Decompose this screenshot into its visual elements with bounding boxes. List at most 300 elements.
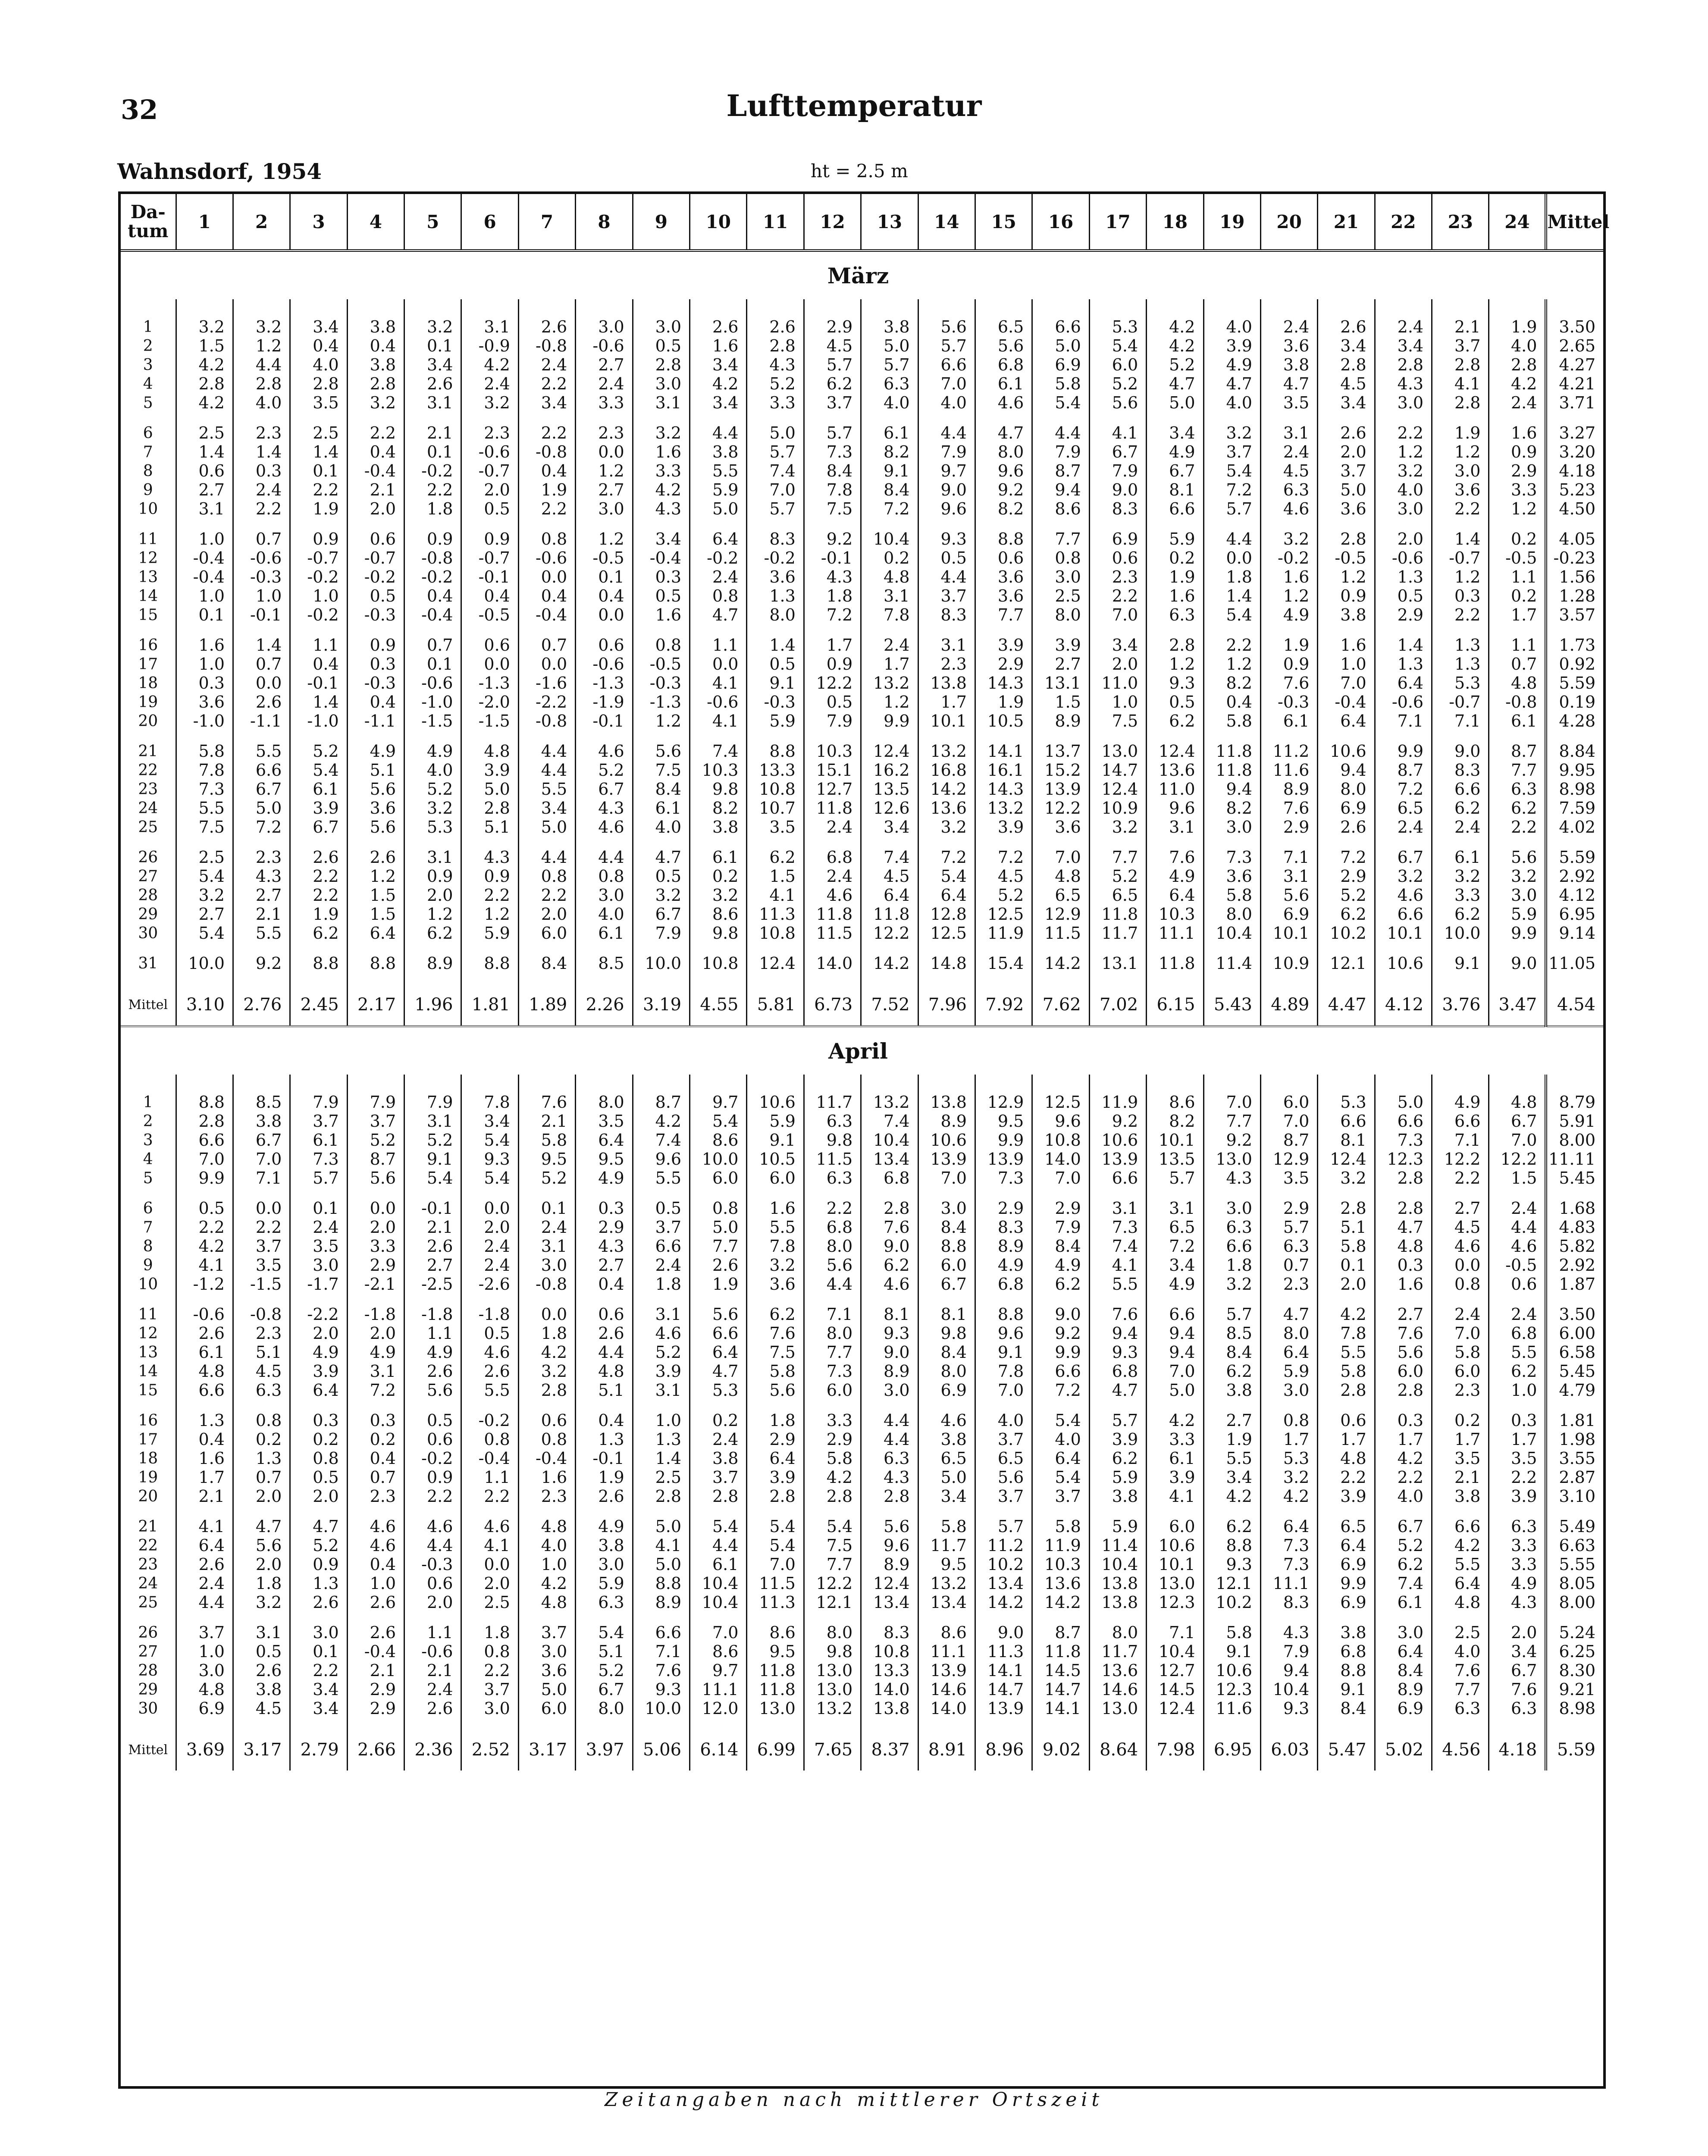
value-cell: 2.7 (176, 480, 233, 499)
spacer-cell (1375, 518, 1432, 530)
value-cell: 2.7 (576, 480, 633, 499)
value-cell: 8.4 (861, 480, 918, 499)
value-cell: 4.8 (1432, 1593, 1489, 1612)
value-cell: 2.2 (1375, 1468, 1432, 1487)
mean-cell: 5.23 (1546, 480, 1603, 499)
value-cell: -0.4 (404, 605, 461, 624)
value-cell: 5.6 (233, 1536, 290, 1555)
value-cell: 0.0 (1432, 1256, 1489, 1275)
value-cell: 3.2 (690, 886, 747, 905)
table-row (121, 1680, 1603, 1699)
value-cell: 2.8 (1375, 355, 1432, 374)
hour-header: 23 (1432, 194, 1489, 251)
spacer-cell (1489, 730, 1546, 742)
spacer-cell (1032, 943, 1089, 954)
spacer-cell (1032, 1400, 1089, 1411)
spacer-row (121, 973, 1603, 984)
value-cell: 7.7 (975, 605, 1032, 624)
mean-cell: 6.25 (1546, 1642, 1603, 1661)
spacer-cell (1489, 1400, 1546, 1411)
value-cell: 10.3 (804, 742, 861, 761)
value-cell: 2.6 (176, 1555, 233, 1574)
value-cell: 14.6 (1089, 1680, 1146, 1699)
spacer-cell (1089, 1294, 1146, 1305)
spacer-cell (861, 1612, 918, 1623)
value-cell: 1.6 (1489, 423, 1546, 442)
value-cell: 7.3 (804, 1362, 861, 1381)
value-cell: 2.4 (1260, 317, 1317, 336)
value-cell: 0.6 (576, 1305, 633, 1324)
value-cell: 11.5 (1032, 924, 1089, 943)
value-cell: -0.7 (347, 548, 404, 567)
value-cell: 11.2 (975, 1536, 1032, 1555)
value-cell: 7.9 (633, 924, 689, 943)
value-cell: 3.5 (1260, 393, 1317, 412)
spacer-cell (1489, 1294, 1546, 1305)
spacer-cell (1318, 1075, 1375, 1093)
spacer-cell (918, 1718, 975, 1729)
value-cell: 1.3 (1432, 636, 1489, 655)
value-cell: 3.7 (633, 1218, 689, 1237)
spacer-cell (518, 837, 575, 848)
value-cell: 5.2 (1318, 886, 1375, 905)
value-cell: 2.1 (176, 1487, 233, 1506)
spacer-cell (518, 943, 575, 954)
spacer-cell (975, 299, 1032, 317)
value-cell: 6.9 (1318, 1593, 1375, 1612)
value-cell: -0.4 (347, 1642, 404, 1661)
value-cell: 3.2 (233, 317, 290, 336)
value-cell: 2.1 (233, 905, 290, 924)
spacer-cell (1147, 1294, 1203, 1305)
spacer-cell (347, 1718, 404, 1729)
spacer-row (121, 943, 1603, 954)
value-cell: 3.1 (176, 499, 233, 518)
value-cell: 9.2 (1032, 1324, 1089, 1343)
value-cell: 5.8 (1203, 711, 1260, 730)
value-cell: 4.1 (176, 1256, 233, 1275)
value-cell: 3.5 (290, 1237, 347, 1256)
value-cell: 2.8 (1375, 1199, 1432, 1218)
spacer-cell (121, 624, 176, 636)
value-cell: 6.1 (290, 780, 347, 799)
spacer-cell (690, 1612, 747, 1623)
value-cell: 4.7 (1089, 1381, 1146, 1400)
mean-value-cell: 3.10 (176, 984, 233, 1026)
value-cell: 6.4 (1375, 1642, 1432, 1661)
value-cell: -1.0 (176, 711, 233, 730)
value-cell: 8.8 (290, 954, 347, 973)
value-cell: 2.8 (1375, 1169, 1432, 1188)
value-cell: 2.2 (1089, 586, 1146, 605)
value-cell: 3.6 (518, 1661, 575, 1680)
value-cell: 0.5 (633, 336, 689, 355)
value-cell: 1.0 (347, 1574, 404, 1593)
spacer-cell (1089, 412, 1146, 423)
spacer-cell (576, 837, 633, 848)
mean-cell: 9.21 (1546, 1680, 1603, 1699)
value-cell: 4.0 (576, 905, 633, 924)
value-cell: 14.2 (861, 954, 918, 973)
value-cell: 8.7 (347, 1150, 404, 1169)
value-cell: 1.9 (518, 480, 575, 499)
spacer-cell (747, 837, 804, 848)
value-cell: 6.2 (747, 848, 804, 867)
value-cell: 2.2 (290, 867, 347, 886)
value-cell: 6.0 (1375, 1362, 1432, 1381)
value-cell: 8.2 (1203, 674, 1260, 693)
spacer-cell (633, 730, 689, 742)
value-cell: 11.8 (1032, 1642, 1089, 1661)
spacer-cell (1260, 943, 1317, 954)
value-cell: 11.8 (1203, 742, 1260, 761)
table-row (121, 1517, 1603, 1536)
spacer-cell (1489, 943, 1546, 954)
value-cell: -0.2 (290, 567, 347, 586)
hour-header: 2 (233, 194, 290, 251)
value-cell: 11.7 (1089, 1642, 1146, 1661)
hour-header: 10 (690, 194, 747, 251)
value-cell: 3.7 (918, 586, 975, 605)
value-cell: 6.2 (747, 1305, 804, 1324)
value-cell: 7.6 (1147, 848, 1203, 867)
day-cell: 24 (138, 1574, 158, 1592)
value-cell: 3.4 (918, 1487, 975, 1506)
table-row (121, 711, 1603, 730)
value-cell: 3.5 (747, 818, 804, 837)
value-cell: 9.0 (975, 1623, 1032, 1642)
value-cell: 0.5 (290, 1468, 347, 1487)
value-cell: 4.8 (1032, 867, 1089, 886)
value-cell: 7.0 (1032, 848, 1089, 867)
value-cell: 2.2 (1432, 605, 1489, 624)
table-row (121, 393, 1603, 412)
mean-cell: 4.27 (1546, 355, 1603, 374)
value-cell: 6.7 (633, 905, 689, 924)
value-cell: 1.2 (1318, 567, 1375, 586)
mean-value-cell: 4.54 (1546, 984, 1603, 1026)
spacer-cell (1203, 943, 1260, 954)
value-cell: 4.8 (1489, 674, 1546, 693)
value-cell: 16.1 (975, 761, 1032, 780)
value-cell: 3.7 (1203, 442, 1260, 461)
value-cell: 3.8 (1318, 605, 1375, 624)
value-cell: 7.2 (918, 848, 975, 867)
value-cell: 0.9 (290, 1555, 347, 1574)
value-cell: 2.4 (576, 374, 633, 393)
value-cell: 11.5 (804, 924, 861, 943)
value-cell: 4.7 (1375, 1218, 1432, 1237)
value-cell: 2.9 (1260, 818, 1317, 837)
value-cell: 2.4 (404, 1680, 461, 1699)
value-cell: 13.0 (804, 1680, 861, 1699)
value-cell: 8.7 (1489, 742, 1546, 761)
value-cell: 9.6 (1147, 799, 1203, 818)
value-cell: 10.4 (1147, 1642, 1203, 1661)
value-cell: -2.5 (404, 1275, 461, 1294)
value-cell: 0.5 (633, 586, 689, 605)
value-cell: 5.4 (1032, 393, 1089, 412)
table-row (121, 848, 1603, 867)
value-cell: 5.7 (290, 1169, 347, 1188)
mean-value-cell: 2.17 (347, 984, 404, 1026)
value-cell: 11.5 (747, 1574, 804, 1593)
value-cell: -1.3 (461, 674, 518, 693)
value-cell: 7.4 (690, 742, 747, 761)
value-cell: 9.6 (633, 1150, 689, 1169)
value-cell: 9.3 (633, 1680, 689, 1699)
spacer-cell (1318, 412, 1375, 423)
spacer-cell (1032, 1188, 1089, 1199)
spacer-cell (121, 1612, 176, 1623)
value-cell: -1.1 (347, 711, 404, 730)
mean-cell: 4.50 (1546, 499, 1603, 518)
value-cell: 3.3 (1432, 886, 1489, 905)
hour-header: 9 (633, 194, 689, 251)
value-cell: 2.8 (633, 355, 689, 374)
value-cell: 4.3 (1489, 1593, 1546, 1612)
hour-header: 11 (747, 194, 804, 251)
value-cell: -0.1 (461, 567, 518, 586)
mean-value-cell: 3.17 (233, 1729, 290, 1771)
spacer-cell (975, 837, 1032, 848)
value-cell: -0.2 (461, 1411, 518, 1430)
spacer-cell (233, 1294, 290, 1305)
value-cell: 4.6 (461, 1343, 518, 1362)
spacer-cell (347, 1075, 404, 1093)
value-cell: 3.1 (633, 393, 689, 412)
value-cell: 8.4 (804, 461, 861, 480)
value-cell: 5.7 (1147, 1169, 1203, 1188)
spacer-cell (290, 624, 347, 636)
mean-value-cell: 8.91 (918, 1729, 975, 1771)
value-cell: 11.4 (1089, 1536, 1146, 1555)
value-cell: 14.7 (1032, 1680, 1089, 1699)
mean-cell: 1.56 (1546, 567, 1603, 586)
spacer-cell (633, 1075, 689, 1093)
value-cell: 2.7 (1203, 1411, 1260, 1430)
value-cell: 9.1 (1432, 954, 1489, 973)
value-cell: 6.6 (1147, 499, 1203, 518)
value-cell: 3.6 (747, 1275, 804, 1294)
value-cell: 5.3 (404, 818, 461, 837)
value-cell: 5.6 (747, 1381, 804, 1400)
spacer-cell (1318, 943, 1375, 954)
mean-cell: 11.05 (1546, 954, 1603, 973)
value-cell: 3.9 (747, 1468, 804, 1487)
value-cell: 9.7 (690, 1093, 747, 1112)
value-cell: 10.8 (861, 1642, 918, 1661)
value-cell: 6.1 (1147, 1449, 1203, 1468)
value-cell: 4.9 (576, 1169, 633, 1188)
hour-header: 22 (1375, 194, 1432, 251)
day-cell: 31 (138, 954, 158, 972)
value-cell: 7.3 (804, 442, 861, 461)
value-cell: 9.0 (1089, 480, 1146, 499)
spacer-cell (690, 412, 747, 423)
value-cell: 3.4 (633, 530, 689, 548)
value-cell: 9.8 (690, 924, 747, 943)
value-cell: 11.8 (804, 799, 861, 818)
value-cell: 13.9 (918, 1150, 975, 1169)
value-cell: 6.2 (1147, 711, 1203, 730)
value-cell: -0.4 (176, 567, 233, 586)
day-cell: 1 (143, 1093, 153, 1111)
value-cell: 4.2 (1489, 374, 1546, 393)
value-cell: 1.9 (690, 1275, 747, 1294)
value-cell: 10.0 (1432, 924, 1489, 943)
value-cell: 4.2 (1375, 1449, 1432, 1468)
value-cell: 8.3 (861, 1623, 918, 1642)
mean-value-cell: 1.96 (404, 984, 461, 1026)
value-cell: 0.0 (233, 674, 290, 693)
value-cell: 13.9 (975, 1150, 1032, 1169)
mean-cell: 6.95 (1546, 905, 1603, 924)
spacer-cell (176, 1506, 233, 1517)
mean-value-cell: 5.81 (747, 984, 804, 1026)
spacer-cell (347, 837, 404, 848)
spacer-cell (233, 1718, 290, 1729)
value-cell: 6.1 (176, 1343, 233, 1362)
value-cell: 13.6 (1089, 1661, 1146, 1680)
value-cell: 11.9 (1032, 1536, 1089, 1555)
value-cell: 2.9 (1032, 1199, 1089, 1218)
value-cell: 9.0 (1489, 954, 1546, 973)
value-cell: 1.5 (1489, 1169, 1546, 1188)
value-cell: 10.1 (918, 711, 975, 730)
value-cell: 8.0 (804, 1324, 861, 1343)
value-cell: 9.3 (1147, 674, 1203, 693)
table-row (121, 905, 1603, 924)
value-cell: 0.5 (461, 499, 518, 518)
value-cell: 6.0 (518, 924, 575, 943)
spacer-cell (404, 837, 461, 848)
table-row (121, 1131, 1603, 1150)
mean-header: Mittel (1546, 194, 1603, 251)
mean-cell: 1.68 (1546, 1199, 1603, 1218)
value-cell: 2.2 (518, 423, 575, 442)
value-cell: 2.9 (576, 1218, 633, 1237)
value-cell: -1.8 (347, 1305, 404, 1324)
value-cell: 10.1 (1147, 1131, 1203, 1150)
value-cell: 2.7 (404, 1256, 461, 1275)
value-cell: 9.5 (918, 1555, 975, 1574)
value-cell: 3.7 (176, 1623, 233, 1642)
spacer-cell (747, 973, 804, 984)
spacer-row (121, 518, 1603, 530)
value-cell: 3.3 (347, 1237, 404, 1256)
mean-cell: 3.71 (1546, 393, 1603, 412)
value-cell: 2.4 (1432, 818, 1489, 837)
value-cell: 0.0 (233, 1199, 290, 1218)
value-cell: 0.5 (804, 693, 861, 711)
value-cell: 0.2 (233, 1430, 290, 1449)
value-cell: 3.9 (1032, 636, 1089, 655)
value-cell: 5.6 (918, 317, 975, 336)
value-cell: 10.8 (690, 954, 747, 973)
value-cell: 0.3 (176, 674, 233, 693)
spacer-cell (1375, 1718, 1432, 1729)
mean-value-cell: 5.06 (633, 1729, 689, 1771)
value-cell: 2.4 (518, 1218, 575, 1237)
value-cell: 2.5 (461, 1593, 518, 1612)
value-cell: 14.5 (1032, 1661, 1089, 1680)
table-row (121, 1411, 1603, 1430)
spacer-cell (121, 412, 176, 423)
value-cell: 1.8 (518, 1324, 575, 1343)
spacer-cell (690, 730, 747, 742)
value-cell: 3.2 (1203, 1275, 1260, 1294)
spacer-cell (1089, 518, 1146, 530)
value-cell: 0.9 (347, 636, 404, 655)
spacer-cell (1260, 518, 1317, 530)
mean-cell: 5.24 (1546, 1623, 1603, 1642)
spacer-cell (1375, 943, 1432, 954)
value-cell: 4.8 (176, 1362, 233, 1381)
day-cell: 9 (143, 481, 153, 499)
spacer-cell (861, 1188, 918, 1199)
value-cell: 8.4 (1375, 1661, 1432, 1680)
value-cell: 7.7 (1489, 761, 1546, 780)
value-cell: 2.6 (233, 1661, 290, 1680)
table-row (121, 1487, 1603, 1506)
value-cell: 8.2 (690, 799, 747, 818)
value-cell: 13.9 (918, 1661, 975, 1680)
value-cell: 4.8 (461, 742, 518, 761)
value-cell: -0.3 (347, 605, 404, 624)
value-cell: 6.7 (233, 1131, 290, 1150)
spacer-cell (861, 518, 918, 530)
value-cell: 6.1 (690, 1555, 747, 1574)
value-cell: 2.8 (1147, 636, 1203, 655)
value-cell: 3.0 (576, 1555, 633, 1574)
value-cell: 9.2 (1089, 1112, 1146, 1131)
spacer-cell (633, 1294, 689, 1305)
value-cell: 12.2 (861, 924, 918, 943)
spacer-cell (1260, 837, 1317, 848)
value-cell: 13.2 (975, 799, 1032, 818)
mean-value-cell: 8.96 (975, 1729, 1032, 1771)
value-cell: 9.6 (975, 461, 1032, 480)
value-cell: 5.9 (747, 1112, 804, 1131)
value-cell: 2.2 (518, 374, 575, 393)
spacer-cell (690, 973, 747, 984)
value-cell: 0.0 (576, 442, 633, 461)
value-cell: -0.6 (1375, 548, 1432, 567)
value-cell: 0.7 (347, 1468, 404, 1487)
value-cell: 2.1 (404, 1661, 461, 1680)
value-cell: 0.1 (518, 1199, 575, 1218)
value-cell: 5.8 (518, 1131, 575, 1150)
value-cell: 1.3 (233, 1449, 290, 1468)
table-row (121, 1093, 1603, 1112)
value-cell: 13.6 (918, 799, 975, 818)
value-cell: 1.5 (1032, 693, 1089, 711)
value-cell: 6.4 (1375, 674, 1432, 693)
spacer-cell (233, 943, 290, 954)
mean-value-cell: 7.92 (975, 984, 1032, 1026)
mean-cell: 4.05 (1546, 530, 1603, 548)
value-cell: 4.5 (975, 867, 1032, 886)
value-cell: 14.0 (918, 1699, 975, 1718)
spacer-cell (347, 1400, 404, 1411)
value-cell: 0.4 (290, 336, 347, 355)
value-cell: 3.1 (1147, 1199, 1203, 1218)
spacer-cell (633, 1506, 689, 1517)
spacer-cell (347, 299, 404, 317)
spacer-cell (1432, 973, 1489, 984)
value-cell: 4.5 (1432, 1218, 1489, 1237)
